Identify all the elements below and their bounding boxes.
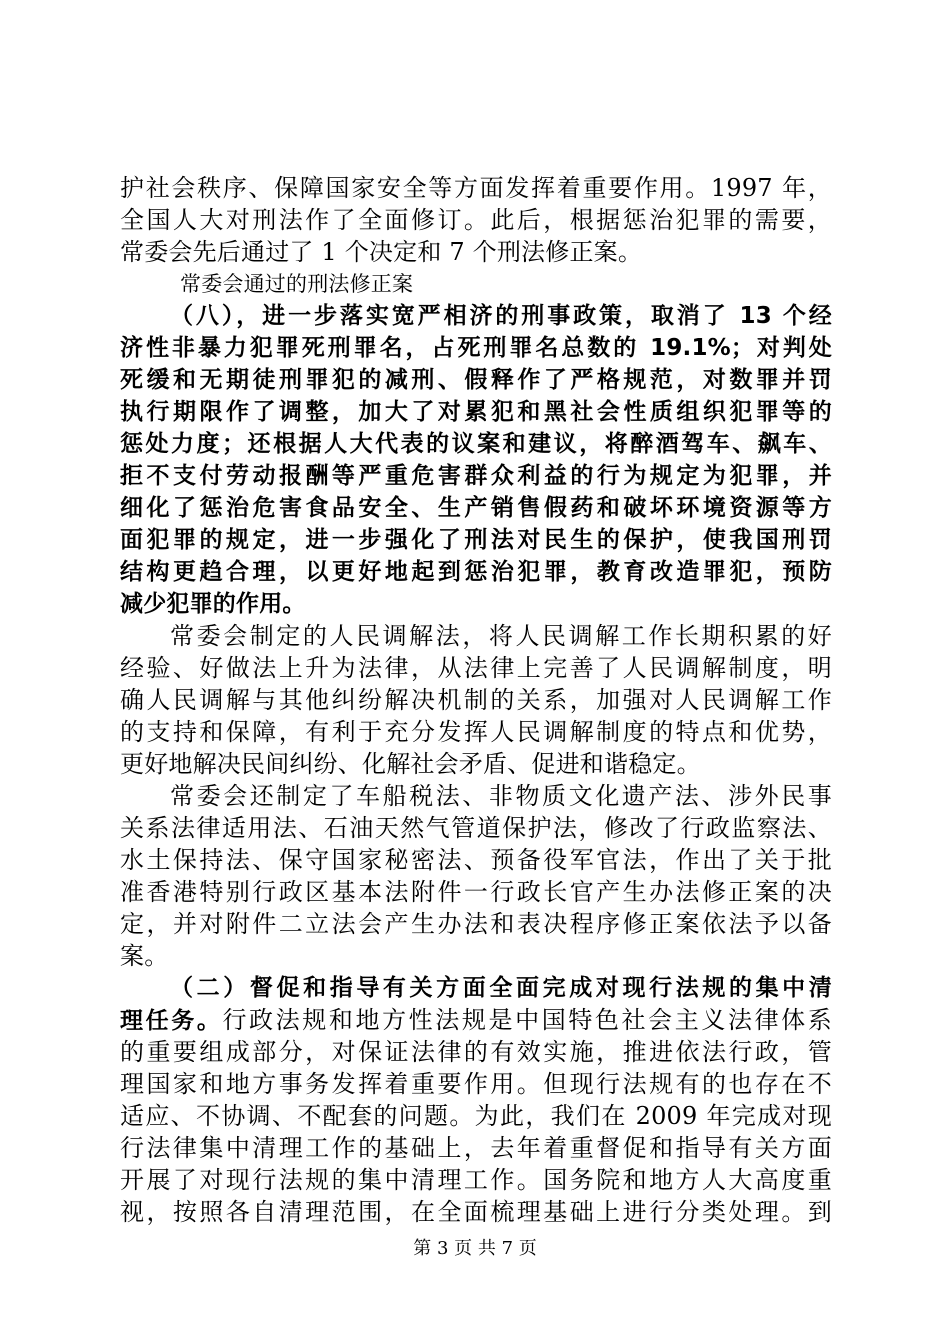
mixed-text-line [120,1004,832,1036]
text-line: 的重要组成部分，对保证法律的有效实施，推进依法行政，管 [120,1038,832,1066]
bold-text-line: 减少犯罪的作用。 [120,591,306,617]
bold-text-line: 结构更趋合理，以更好地起到惩治犯罪，教育改造罪犯，预防 [120,559,832,585]
text-line: 行法律集中清理工作的基础上，去年着重督促和指导有关方面 [120,1134,832,1162]
text-line: 定，并对附件二立法会产生办法和表决程序修正案依法予以备 [120,910,832,938]
page-footer: 第 3 页 共 7 页 [413,1238,537,1259]
text-line: 经验、好做法上升为法律，从法律上完善了人民调解制度，明 [120,654,832,682]
text-line: 理国家和地方事务发挥着重要作用。但现行法规有的也存在不 [120,1070,832,1098]
text-line: 开展了对现行法规的集中清理工作。国务院和地方人大高度重 [120,1166,832,1194]
text-line: 水土保持法、保守国家秘密法、预备役军官法，作出了关于批 [120,846,832,874]
text-line: 常委会还制定了车船税法、非物质文化遗产法、涉外民事 [170,782,832,810]
bold-text-line: 执行期限作了调整，加大了对累犯和黑社会性质组织犯罪等的 [120,399,832,425]
text-run: 行政法规和地方性法规是中国特色社会主义法律体系 [222,1006,832,1034]
bold-text-line: （八），进一步落实宽严相济的刑事政策，取消了 13 个经 [170,303,832,329]
text-line: 准香港特别行政区基本法附件一行政长官产生办法修正案的决 [120,878,832,906]
bold-run: 理任务。 [120,1008,223,1034]
body-text [120,172,832,1228]
text-line: 常委会制定的人民调解法，将人民调解工作长期积累的好 [170,622,832,650]
bold-text-line: 面犯罪的规定，进一步强化了刑法对民生的保护，使我国刑罚 [120,527,832,553]
bold-text-line: （二）督促和指导有关方面全面完成对现行法规的集中清 [170,975,832,1001]
text-line: 适应、不协调、不配套的问题。为此，我们在 2009 年完成对现 [120,1102,832,1130]
text-line: 案。 [120,942,169,970]
section-heading: 常委会通过的刑法修正案 [180,272,414,296]
bold-text-line: 惩处力度；还根据人大代表的议案和建议，将醉酒驾车、飙车、 [120,431,832,457]
bold-text-line: 拒不支付劳动报酬等严重危害群众利益的行为规定为犯罪，并 [120,463,832,489]
bold-text-line: 济性非暴力犯罪死刑罪名，占死刑罪名总数的 19.1%；对判处 [120,335,832,361]
text-line: 更好地解决民间纠纷、化解社会矛盾、促进和谐稳定。 [120,750,701,778]
text-line: 护社会秩序、保障国家安全等方面发挥着重要作用。1997 年， [120,174,832,202]
text-line: 确人民调解与其他纠纷解决机制的关系，加强对人民调解工作 [120,686,832,714]
text-line: 视，按照各自清理范围，在全面梳理基础上进行分类处理。到 [120,1198,832,1226]
bold-text-line: 死缓和无期徒刑罪犯的减刑、假释作了严格规范，对数罪并罚 [120,367,832,393]
text-line: 关系法律适用法、石油天然气管道保护法，修改了行政监察法、 [120,814,832,842]
text-line: 全国人大对刑法作了全面修订。此后，根据惩治犯罪的需要， [120,206,832,234]
text-line: 常委会先后通过了 1 个决定和 7 个刑法修正案。 [120,238,643,266]
bold-text-line: 细化了惩治危害食品安全、生产销售假药和破坏环境资源等方 [120,495,832,521]
text-line: 的支持和保障，有利于充分发挥人民调解制度的特点和优势， [120,718,832,746]
